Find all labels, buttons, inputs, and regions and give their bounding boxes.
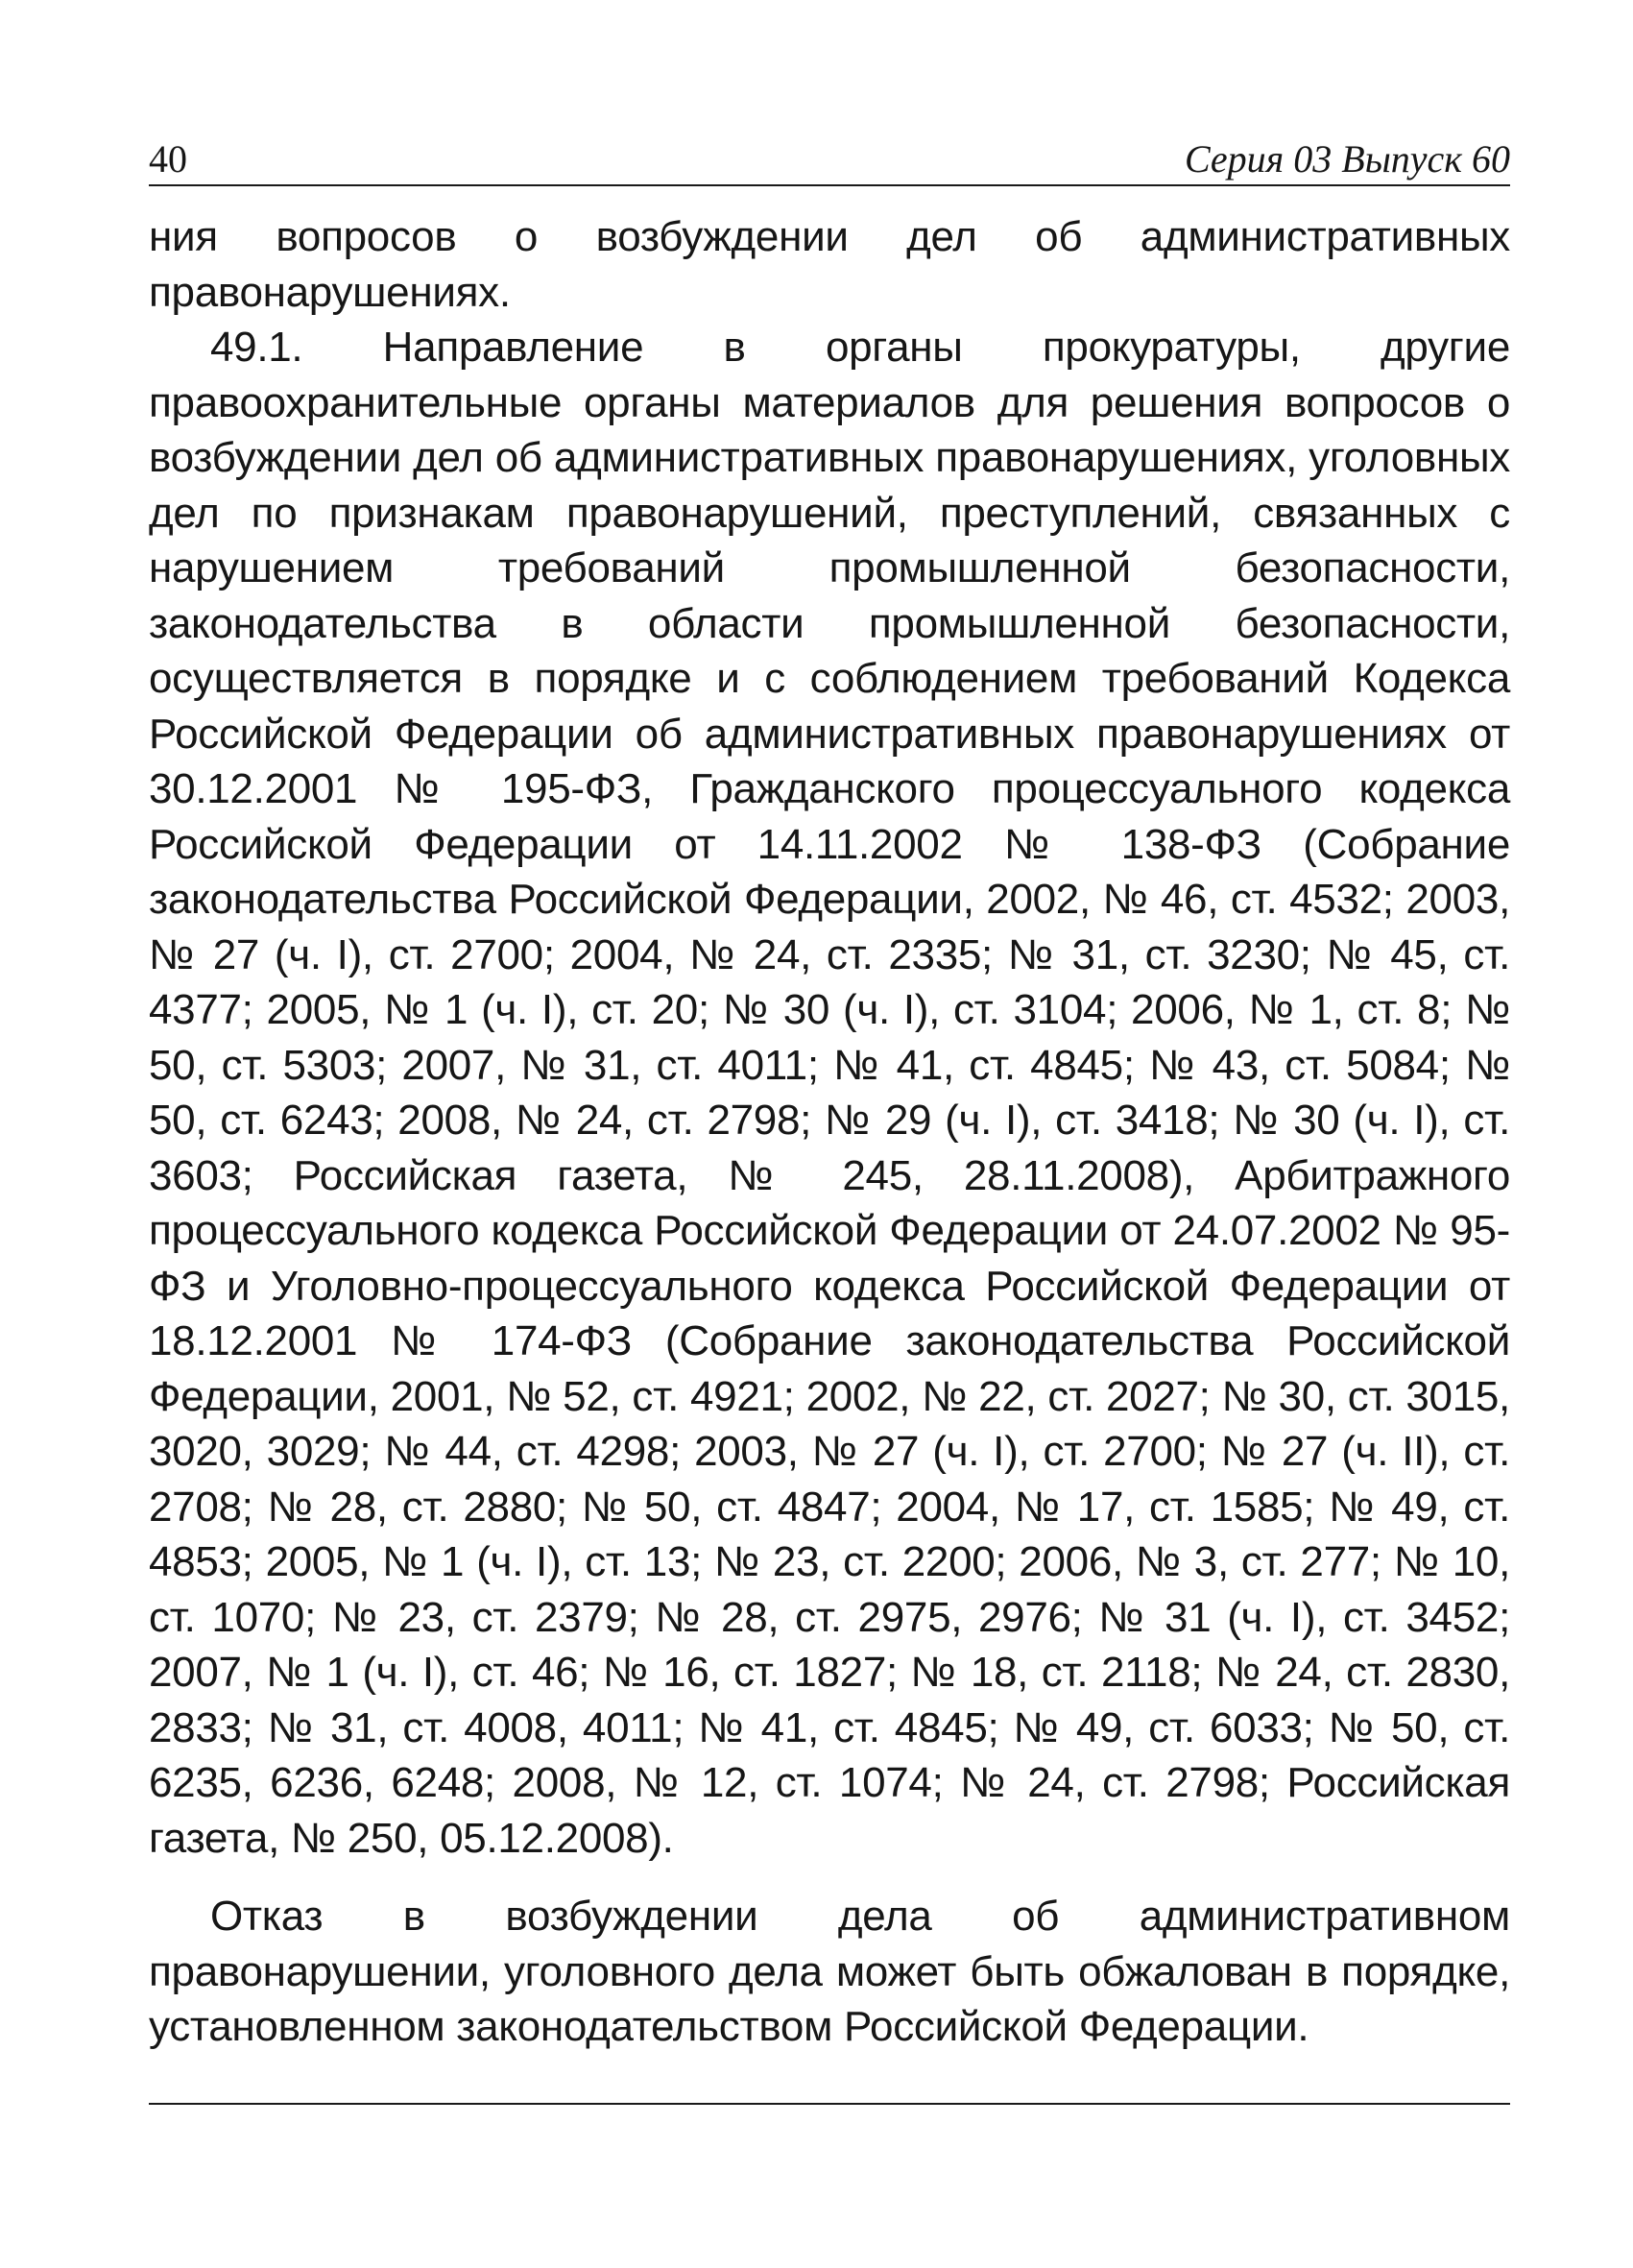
footer-divider: [149, 2103, 1510, 2105]
continuation-paragraph: ния вопросов о возбуждении дел об административных правонарушениях.: [149, 213, 1510, 316]
page-header: [149, 134, 1510, 186]
refusal-appeal-paragraph: Отказ в возбуждении дела об административном правонарушении, уголовного дела может быть обжалован в порядке, установленном законодательством Российской Федерации.: [149, 1893, 1510, 2050]
running-title: Серия 03 Выпуск 60: [1184, 137, 1510, 181]
section-49-1-paragraph: 49.1. Направление в органы прокуратуры, другие правоохранительные органы материалов для решения вопросов о возбуждении дел об административных правонарушениях, уголовных дел по признакам правонарушений, преступлений, связанных с нарушением требований промышленной безопасности, законодательства в области промышленной безопасности, осуществляется в порядке и с соблюдением требований Кодекса Российской Федерации об административных правонарушениях от 30.12.2001 № 195-ФЗ, Гражданского процессуального кодекса Российской Федерации от 14.11.2002 № 138-ФЗ (Собрание законодательства Российской Федерации, 2002, № 46, ст. 4532; 2003, № 27 (ч. I), ст. 2700; 2004, № 24, ст. 2335; № 31, ст. 3230; № 45, ст. 4377; 2005, № 1 (ч. I), ст. 20; № 30 (ч. I), ст. 3104; 2006, № 1, ст. 8; № 50, ст. 5303; 2007, № 31, ст. 4011; № 41, ст. 4845; № 43, ст. 5084; № 50, ст. 6243; 2008, № 24, ст. 2798; № 29 (ч. I), ст. 3418; № 30 (ч. I), ст. 3603; Российская газета, № 245, 28.11.2008), Арбитражного процессуального кодекса Российской Федерации от 24.07.2002 № 95-ФЗ и Уголовно-процессуального кодекса Российской Федерации от 18.12.2001 № 174-ФЗ (Собрание законодательства Российской Федерации, 2001, № 52, ст. 4921; 2002, № 22, ст. 2027; № 30, ст. 3015, 3020, 3029; № 44, ст. 4298; 2003, № 27 (ч. I), ст. 2700; № 27 (ч. II), ст. 2708; № 28, ст. 2880; № 50, ст. 4847; 2004, № 17, ст. 1585; № 49, ст. 4853; 2005, № 1 (ч. I), ст. 13; № 23, ст. 2200; 2006, № 3, ст. 277; № 10, ст. 1070; № 23, ст. 2379; № 28, ст. 2975, 2976; № 31 (ч. I), ст. 3452; 2007, № 1 (ч. I), ст. 46; № 16, ст. 1827; № 18, ст. 2118; № 24, ст. 2830, 2833; № 31, ст. 4008, 4011; № 41, ст. 4845; № 49, ст. 6033; № 50, ст. 6235, 6236, 6248; 2008, № 12, ст. 1074; № 24, ст. 2798; Российская газета, № 250, 05.12.2008).: [149, 324, 1510, 1862]
page-number: 40: [149, 137, 187, 181]
document-body: [149, 209, 1510, 2055]
